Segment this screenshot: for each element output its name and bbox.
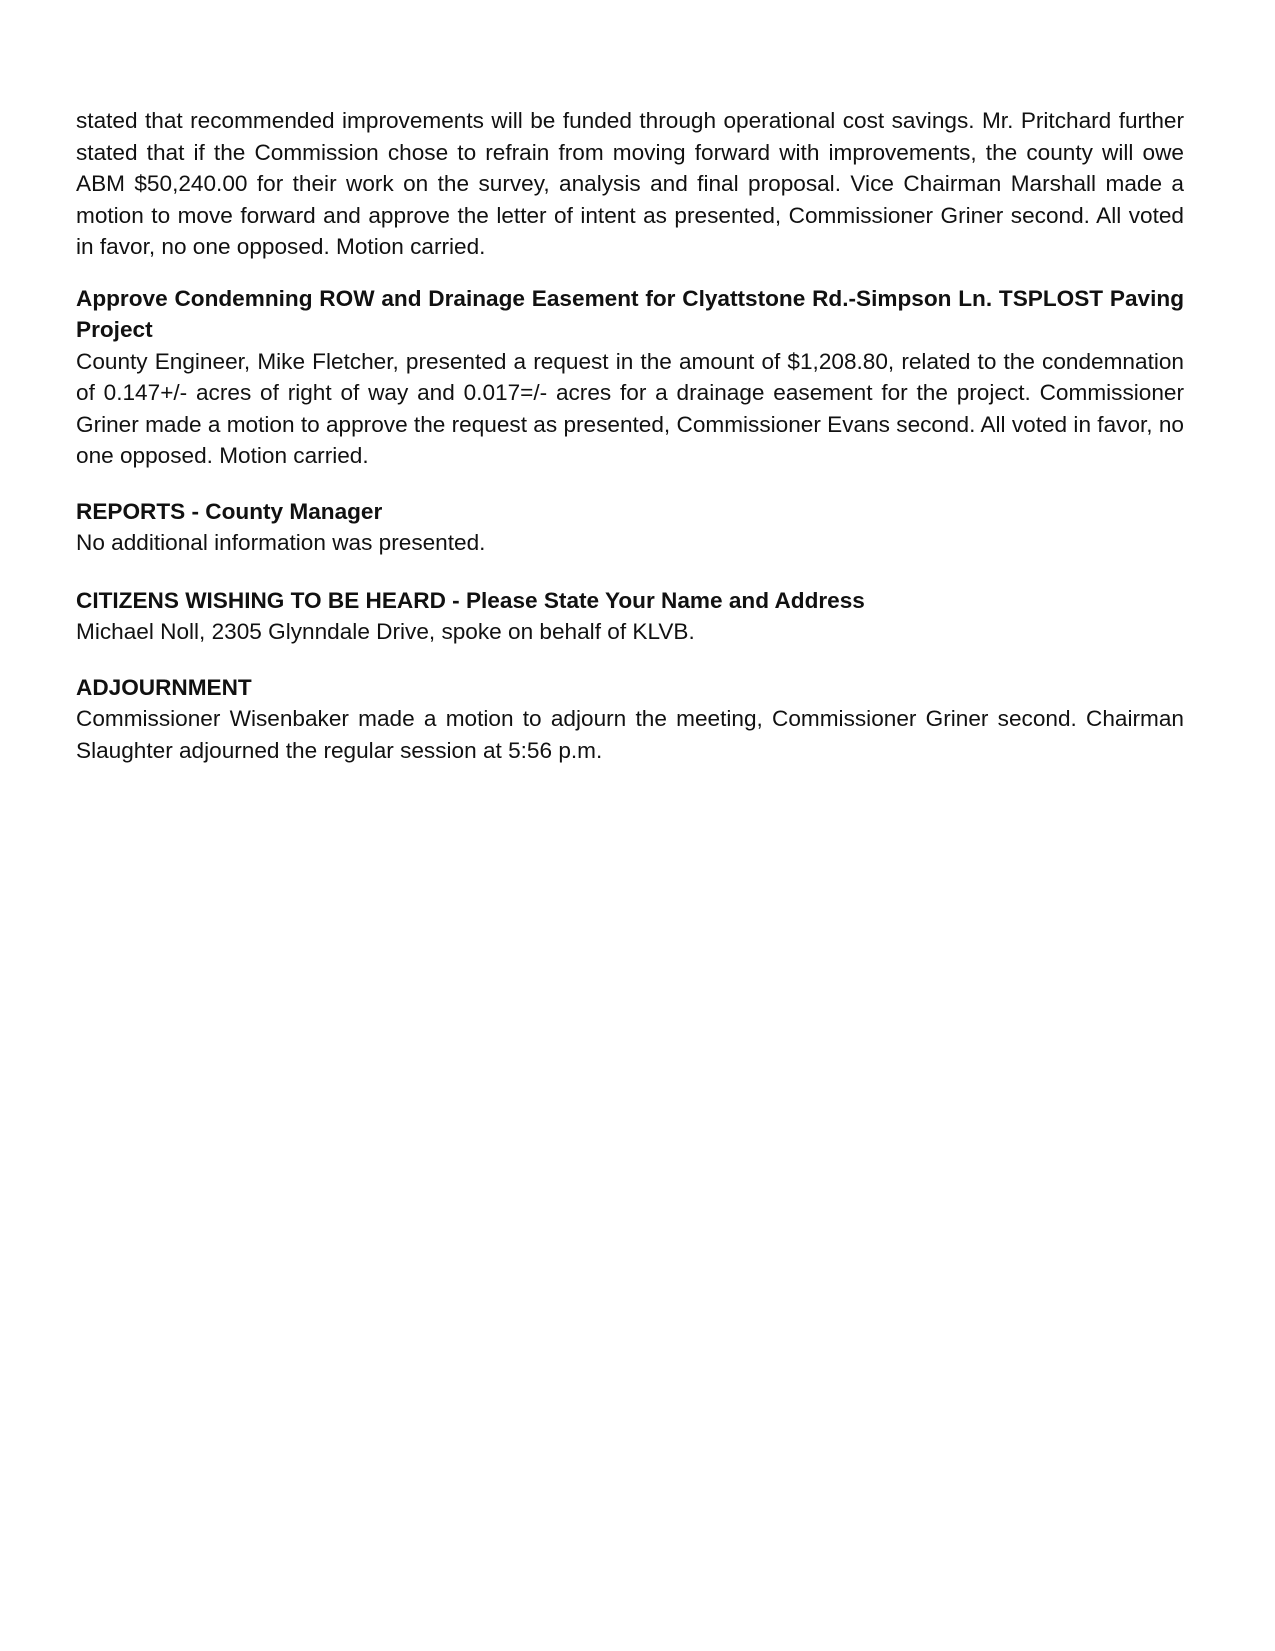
section-heading: REPORTS - County Manager: [76, 498, 383, 524]
section-citizens: [76, 585, 1184, 648]
section-body: County Engineer, Mike Fletcher, presented a request in the amount of $1,208.80, related to the condemnation of 0.147+/- acres of right of way and 0.017=/- acres for a drainage easement for the project. Commissioner Griner made a motion to approve the request as presented, Commissioner Evans second. All voted in favor, no one opposed. Motion carried.: [76, 348, 1184, 468]
document-page: [76, 105, 1184, 766]
section-body: Commissioner Wisenbaker made a motion to adjourn the meeting, Commissioner Griner second. Chairman Slaughter adjourned the regular session at 5:56 p.m.: [76, 706, 1184, 763]
section-condemning-row: [76, 283, 1184, 472]
section-adjournment: [76, 672, 1184, 767]
section-body: No additional information was presented.: [76, 530, 486, 555]
section-heading: CITIZENS WISHING TO BE HEARD - Please State Your Name and Address: [76, 587, 865, 613]
section-heading: Approve Condemning ROW and Drainage Easement for Clyattstone Rd.-Simpson Ln. TSPLOST Paving Project: [76, 285, 1184, 342]
intro-paragraph: stated that recommended improvements will be funded through operational cost savings. Mr. Pritchard further stated that if the Commission chose to refrain from moving forward with improvements, the county will owe ABM $50,240.00 for their work on the survey, analysis and final proposal. Vice Chairman Marshall made a motion to move forward and approve the letter of intent as presented, Commissioner Griner second. All voted in favor, no one opposed. Motion carried.: [76, 108, 1184, 259]
section-body: Michael Noll, 2305 Glynndale Drive, spoke on behalf of KLVB.: [76, 619, 695, 644]
section-reports: [76, 496, 1184, 559]
section-heading: ADJOURNMENT: [76, 674, 252, 700]
